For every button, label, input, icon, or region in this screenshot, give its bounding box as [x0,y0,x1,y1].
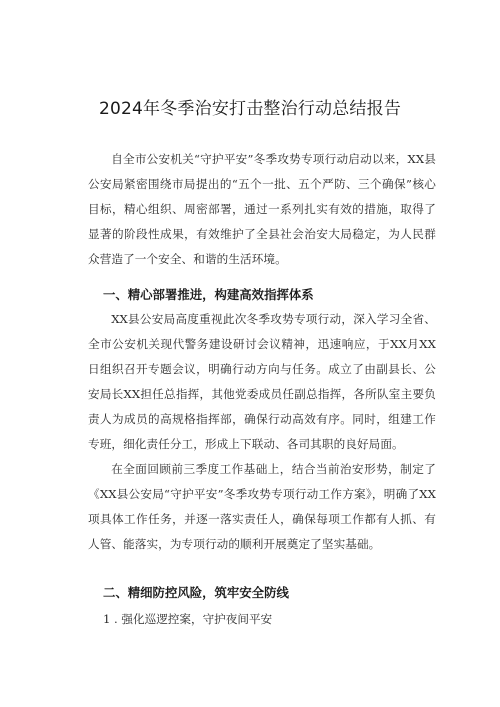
section-1-paragraph-1: XX县公安局高度重视此次冬季攻势专项行动，深入学习全省、全市公安机关现代警务建设研讨会议精神，迅速响应，于XX月XX日组织召开专题会议，明确行动方向与任务。成立了由副县长、公安局长XX担任总指挥，其他党委成员任副总指挥，各所队室主要负责人为成员的高规格指挥部，确保行动高效有序。同时，组建工作专班，细化责任分工，形成上下联动、各司其职的良好局面。 [88,312,436,451]
section-1-body [88,307,436,557]
section-2-heading: 二、精细防控风险，筑牢安全防线 [103,585,289,600]
intro-paragraph: 自全市公安机关“守护平安”冬季攻势专项行动启动以来，XX县公安局紧密围绕市局提出的“五个一批、五个严防、三个确保”核心目标，精心组织、周密部署，通过一系列扎实有效的措施，取得了显著的阶段性成果，有效维护了全县社会治安大局稳定，为人民群众营造了一个安全、和谐的生活环境。 [88,152,436,266]
section-1-heading: 一、精心部署推进，构建高效指挥体系 [103,287,314,302]
section-1-paragraph-2: 在全面回顾前三季度工作基础上，结合当前治安形势，制定了《XX县公安局“守护平安”冬季攻势专项行动工作方案》，明确了XX项具体工作任务，并逐一落实责任人，确保每项工作都有人抓、有人管、能落实，为专项行动的顺利开展奠定了坚实基础。 [88,462,436,551]
section-2-subitem-1: 1 . 强化巡逻控案，守护夜间平安 [103,612,273,626]
intro-paragraph-block [88,147,436,272]
document-title: 2024年冬季治安打击整治行动总结报告 [98,99,402,119]
